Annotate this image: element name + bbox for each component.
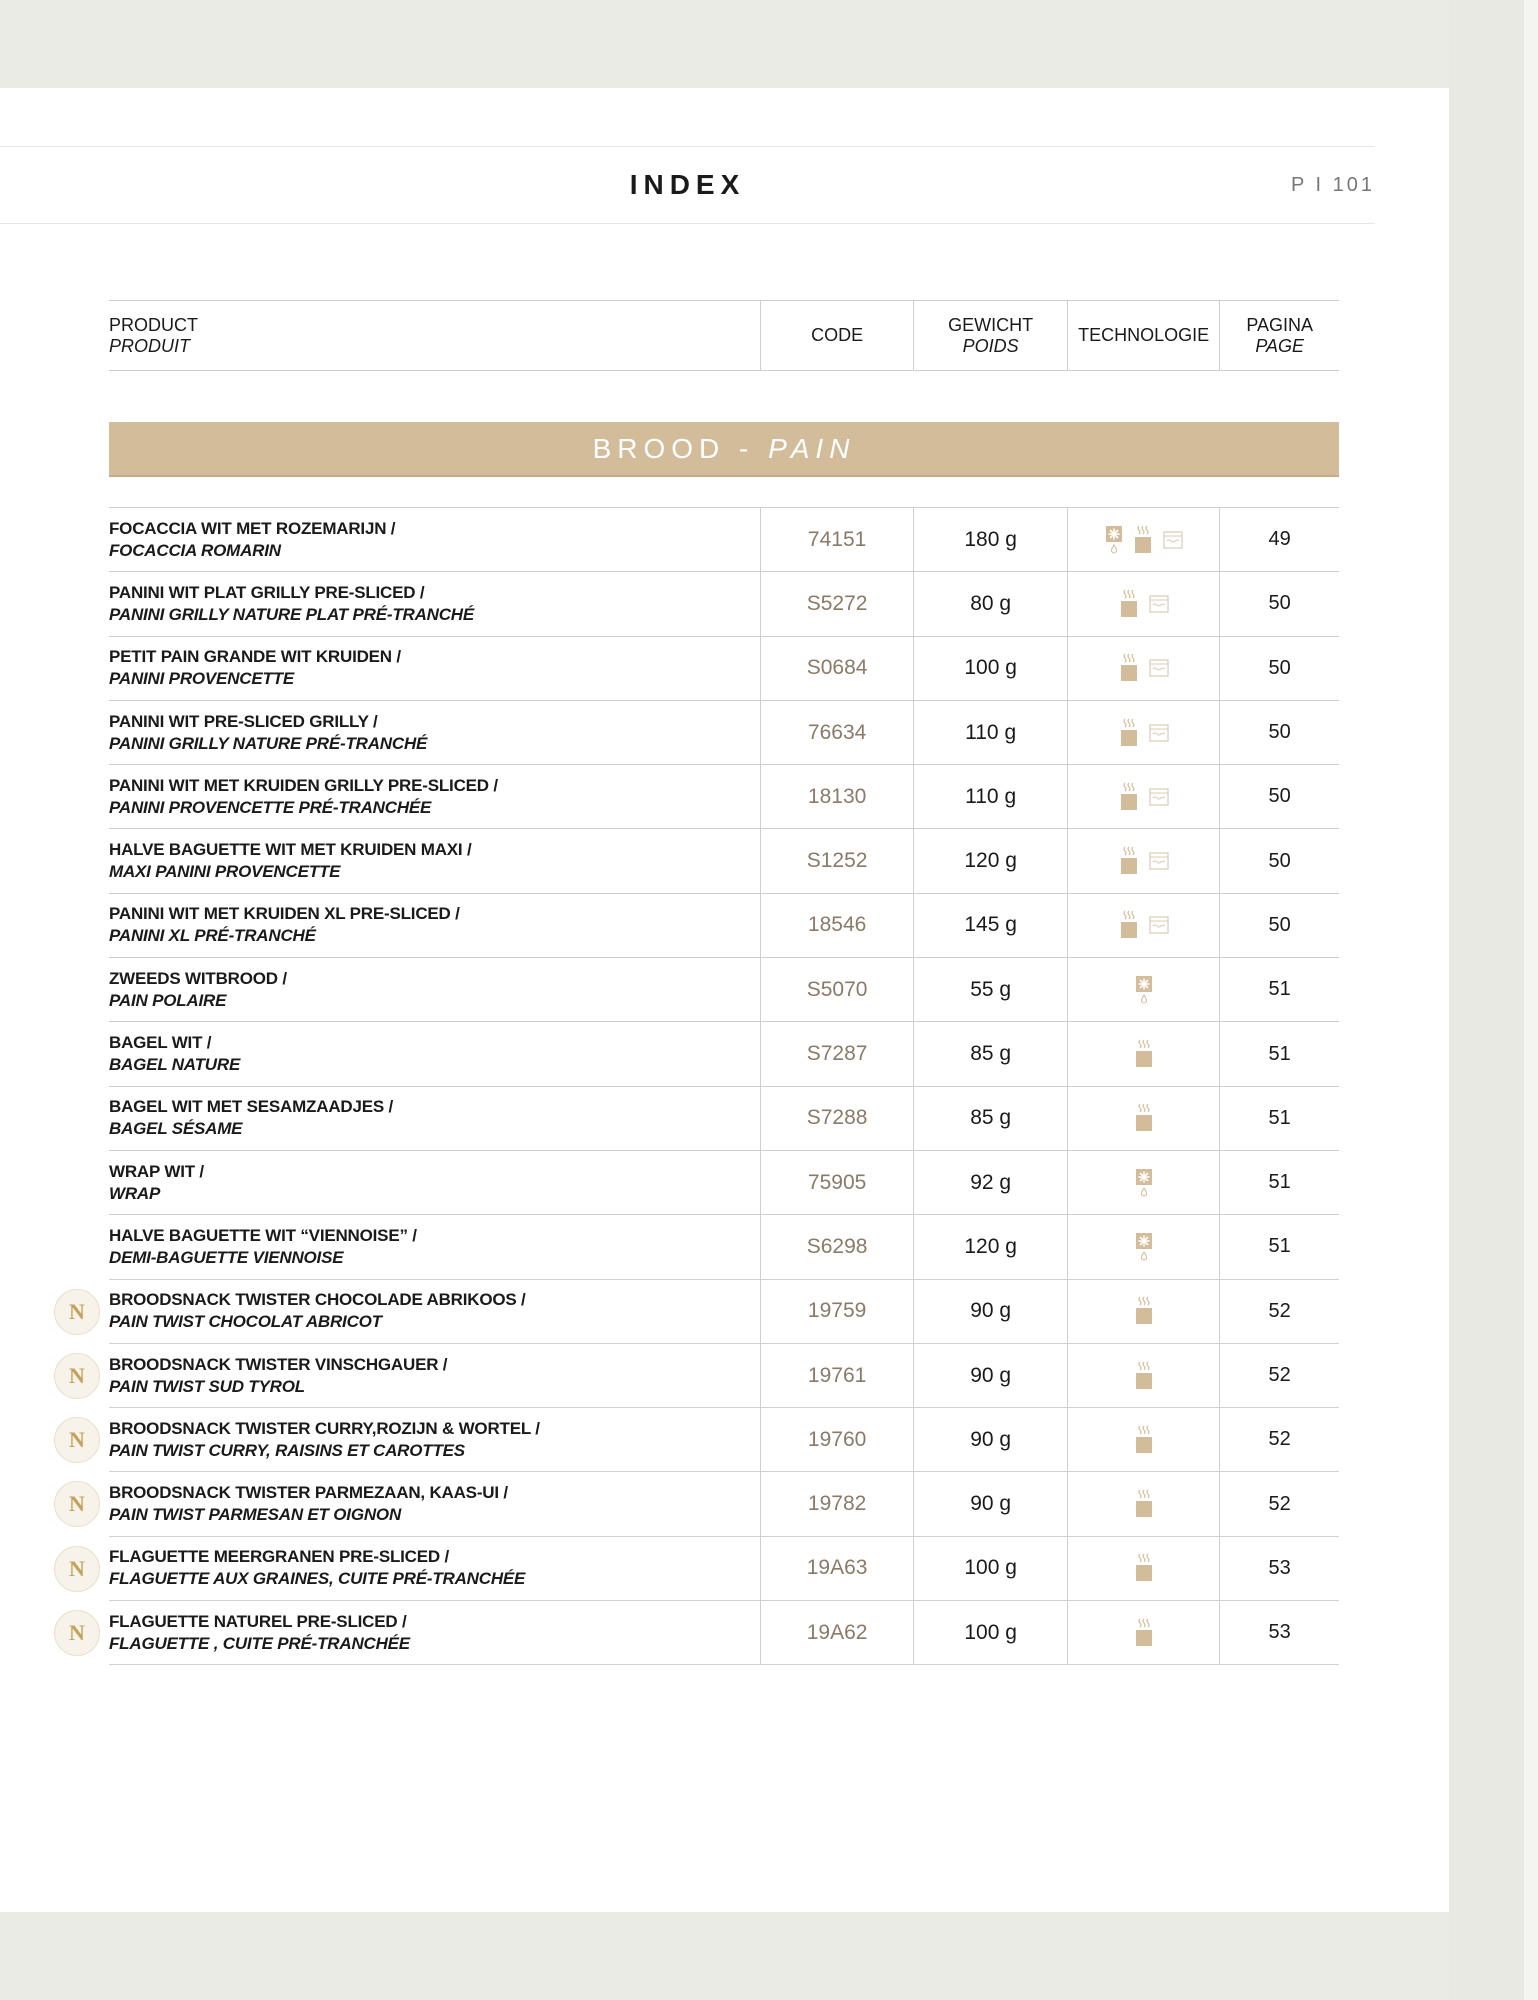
page-cell (1219, 1215, 1339, 1278)
oven-icon (1149, 851, 1169, 871)
product-table-body (69, 507, 1339, 1665)
product-code: S7288 (806, 1106, 868, 1130)
product-page: 52 (1268, 1492, 1291, 1515)
product-name-fr: DEMI-BAGUETTE VIENNOISE (109, 1247, 344, 1267)
new-badge-icon (54, 1546, 100, 1592)
product-name-fr: MAXI PANINI PROVENCETTE (109, 862, 341, 882)
page-cell (1219, 637, 1339, 700)
product-weight: 110 g (965, 784, 1017, 808)
product-name-nl: PANINI WIT MET KRUIDEN GRILLY PRE-SLICED / (109, 775, 498, 795)
page-cell (1219, 1472, 1339, 1535)
code-cell (760, 1215, 914, 1278)
product-page: 49 (1268, 528, 1291, 551)
product-name-nl: BROODSNACK TWISTER PARMEZAAN, KAAS-UI / (109, 1483, 508, 1503)
code-cell (760, 1537, 914, 1600)
table-row (69, 1472, 1339, 1536)
product-name-fr: BAGEL NATURE (109, 1055, 241, 1075)
weight-cell (913, 1151, 1067, 1214)
product-code: 19782 (807, 1492, 867, 1516)
product-weight: 110 g (965, 720, 1017, 744)
table-row (109, 1022, 1339, 1086)
code-cell (760, 1280, 914, 1343)
technology-cell (1067, 701, 1220, 764)
product-name-fr: PAIN TWIST CURRY, RAISINS ET CAROTTES (109, 1440, 465, 1460)
weight-cell (913, 508, 1067, 571)
page-gutter-edge (1524, 0, 1538, 2000)
code-cell (760, 958, 914, 1021)
product-name-fr: FOCACCIA ROMARIN (109, 540, 281, 560)
product-code: 19A62 (806, 1620, 868, 1644)
technology-cell (1067, 1344, 1220, 1407)
product-weight: 90 g (970, 1427, 1012, 1451)
product-name-nl: ZWEEDS WITBROOD / (109, 968, 287, 988)
product-name-cell (109, 1151, 760, 1214)
code-cell (760, 1408, 914, 1471)
new-badge-letter: N (69, 1491, 85, 1517)
column-header-product-fr: PRODUIT (109, 335, 190, 356)
product-name-nl: BROODSNACK TWISTER VINSCHGAUER / (109, 1354, 448, 1374)
technology-cell (1067, 829, 1220, 892)
table-row (109, 701, 1339, 765)
product-page: 51 (1268, 1171, 1291, 1194)
table-row (109, 572, 1339, 636)
product-name-fr: PAIN TWIST SUD TYROL (109, 1376, 305, 1396)
page-cell (1219, 829, 1339, 892)
product-page: 51 (1268, 1042, 1291, 1065)
product-weight: 90 g (970, 1492, 1012, 1516)
column-header-code (760, 301, 914, 370)
technology-cell (1067, 1537, 1220, 1600)
technology-cell (1067, 1601, 1220, 1664)
code-cell (760, 1022, 914, 1085)
product-name-cell (109, 829, 760, 892)
product-code: 18546 (807, 913, 867, 937)
technology-cell (1067, 1280, 1220, 1343)
product-name-cell (109, 637, 760, 700)
table-row (109, 1087, 1339, 1151)
page-cell (1219, 1087, 1339, 1150)
bake-icon (1119, 717, 1139, 749)
product-name-fr: PANINI XL PRÉ-TRANCHÉ (109, 926, 316, 946)
bake-icon (1134, 1424, 1154, 1456)
weight-cell (913, 1344, 1067, 1407)
code-cell (760, 1151, 914, 1214)
weight-cell (913, 1601, 1067, 1664)
product-name-cell (109, 1022, 760, 1085)
product-name-fr: WRAP (109, 1183, 161, 1203)
page-cell (1219, 1601, 1339, 1664)
column-header-technology (1067, 301, 1220, 370)
product-name-fr: PANINI GRILLY NATURE PRÉ-TRANCHÉ (109, 733, 428, 753)
code-cell (760, 765, 914, 828)
table-row (109, 637, 1339, 701)
product-code: 74151 (807, 527, 867, 551)
product-page: 52 (1268, 1428, 1291, 1451)
technology-cell (1067, 1151, 1220, 1214)
product-weight: 145 g (964, 913, 1017, 937)
table-row (69, 1408, 1339, 1472)
new-badge-icon (54, 1289, 100, 1335)
bake-icon (1119, 781, 1139, 813)
product-name-nl: HALVE BAGUETTE WIT “VIENNOISE” / (109, 1225, 417, 1245)
product-name-fr: PANINI GRILLY NATURE PLAT PRÉ-TRANCHÉ (109, 604, 475, 624)
page-cell (1219, 701, 1339, 764)
weight-cell (913, 765, 1067, 828)
oven-icon (1149, 787, 1169, 807)
weight-cell (913, 1472, 1067, 1535)
product-code: S7287 (806, 1042, 868, 1066)
section-heading-nl: BROOD - (592, 433, 769, 464)
product-code: 75905 (807, 1170, 867, 1194)
page-cell (1219, 572, 1339, 635)
product-name-cell (109, 1601, 760, 1664)
product-name-cell (109, 1344, 760, 1407)
frozen-icon (1135, 1232, 1153, 1262)
oven-icon (1149, 915, 1169, 935)
new-badge-letter: N (69, 1620, 85, 1646)
bake-icon (1119, 845, 1139, 877)
code-cell (760, 572, 914, 635)
product-code: 19759 (807, 1299, 867, 1323)
page-cell (1219, 958, 1339, 1021)
product-code: 18130 (807, 784, 867, 808)
page-cell (1219, 1408, 1339, 1471)
frozen-icon (1105, 525, 1123, 555)
technology-cell (1067, 1472, 1220, 1535)
product-name-nl: PETIT PAIN GRANDE WIT KRUIDEN / (109, 647, 401, 667)
technology-cell (1067, 1022, 1220, 1085)
code-cell (760, 508, 914, 571)
code-cell (760, 829, 914, 892)
table-row (69, 1280, 1339, 1344)
oven-icon (1149, 658, 1169, 678)
page-cell (1219, 1344, 1339, 1407)
bake-icon (1134, 1295, 1154, 1327)
weight-cell (913, 1280, 1067, 1343)
product-page: 53 (1268, 1621, 1291, 1644)
product-page: 50 (1268, 785, 1291, 808)
product-code: S6298 (806, 1234, 868, 1258)
bake-icon (1119, 909, 1139, 941)
product-page: 51 (1268, 1235, 1291, 1258)
page-cell (1219, 1151, 1339, 1214)
product-name-cell (109, 1280, 760, 1343)
column-header-weight-nl: GEWICHT (948, 314, 1034, 335)
product-name-nl: HALVE BAGUETTE WIT MET KRUIDEN MAXI / (109, 840, 472, 860)
product-page: 53 (1268, 1556, 1291, 1579)
product-code: S5070 (806, 977, 868, 1001)
product-code: 76634 (807, 720, 867, 744)
table-row (69, 1601, 1339, 1665)
column-header-page-fr: PAGE (1255, 335, 1305, 356)
table-row (109, 958, 1339, 1022)
weight-cell (913, 1215, 1067, 1278)
product-page: 50 (1268, 592, 1291, 615)
oven-icon (1163, 530, 1183, 550)
product-page: 52 (1268, 1299, 1291, 1322)
product-name-cell (109, 765, 760, 828)
product-code: S1252 (806, 849, 868, 873)
product-weight: 85 g (970, 1106, 1012, 1130)
section-heading-fr: PAIN (768, 433, 856, 464)
weight-cell (913, 1537, 1067, 1600)
code-cell (760, 1472, 914, 1535)
technology-cell (1067, 508, 1220, 571)
product-name-fr: FLAGUETTE AUX GRAINES, CUITE PRÉ-TRANCHÉE (109, 1569, 526, 1589)
table-row (109, 765, 1339, 829)
weight-cell (913, 894, 1067, 957)
product-weight: 55 g (970, 977, 1012, 1001)
product-page: 51 (1268, 978, 1291, 1001)
bake-icon (1119, 588, 1139, 620)
product-page: 51 (1268, 1106, 1291, 1129)
column-header-product (109, 301, 760, 370)
product-name-cell (109, 894, 760, 957)
technology-cell (1067, 1408, 1220, 1471)
table-row (109, 1151, 1339, 1215)
bake-icon (1133, 524, 1153, 556)
product-name-cell (109, 1472, 760, 1535)
weight-cell (913, 637, 1067, 700)
product-weight: 120 g (964, 1234, 1017, 1258)
product-name-cell (109, 1537, 760, 1600)
code-cell (760, 1601, 914, 1664)
page-header (0, 146, 1375, 224)
page-cell (1219, 765, 1339, 828)
code-cell (760, 701, 914, 764)
product-weight: 80 g (970, 591, 1012, 615)
product-weight: 180 g (964, 527, 1017, 551)
product-name-fr: PAIN TWIST PARMESAN ET OIGNON (109, 1505, 402, 1525)
product-weight: 100 g (964, 656, 1017, 680)
column-header-technology-label: TECHNOLOGIE (1078, 325, 1210, 345)
product-code: S5272 (806, 591, 868, 615)
oven-icon (1149, 723, 1169, 743)
product-name-nl: FLAGUETTE MEERGRANEN PRE-SLICED / (109, 1547, 450, 1567)
product-name-nl: PANINI WIT PLAT GRILLY PRE-SLICED / (109, 582, 425, 602)
code-cell (760, 894, 914, 957)
column-header-code-label: CODE (811, 325, 864, 345)
product-name-fr: PANINI PROVENCETTE (109, 669, 294, 689)
page-cell (1219, 508, 1339, 571)
bake-icon (1134, 1617, 1154, 1649)
oven-icon (1149, 594, 1169, 614)
product-page: 50 (1268, 721, 1291, 744)
product-name-cell (109, 1215, 760, 1278)
new-badge-icon (54, 1481, 100, 1527)
bake-icon (1134, 1102, 1154, 1134)
product-code: S0684 (806, 656, 868, 680)
product-weight: 100 g (964, 1556, 1017, 1580)
column-header-product-nl: PRODUCT (109, 314, 198, 335)
technology-cell (1067, 958, 1220, 1021)
new-badge-icon (54, 1417, 100, 1463)
product-code: 19761 (807, 1363, 867, 1387)
weight-cell (913, 958, 1067, 1021)
product-name-nl: BROODSNACK TWISTER CHOCOLADE ABRIKOOS / (109, 1290, 526, 1310)
code-cell (760, 1087, 914, 1150)
table-row (109, 829, 1339, 893)
table-header (109, 300, 1339, 371)
new-badge-letter: N (69, 1427, 85, 1453)
page-cell (1219, 894, 1339, 957)
new-badge-letter: N (69, 1555, 85, 1581)
code-cell (760, 1344, 914, 1407)
product-page: 50 (1268, 913, 1291, 936)
product-page: 50 (1268, 849, 1291, 872)
technology-cell (1067, 572, 1220, 635)
product-weight: 100 g (964, 1620, 1017, 1644)
page-sheet (0, 88, 1449, 1912)
column-header-weight-fr: POIDS (962, 335, 1019, 356)
product-name-nl: WRAP WIT / (109, 1161, 204, 1181)
product-name-cell (109, 1087, 760, 1150)
column-header-weight (913, 301, 1067, 370)
bake-icon (1134, 1488, 1154, 1520)
technology-cell (1067, 894, 1220, 957)
product-page: 52 (1268, 1364, 1291, 1386)
product-code: 19760 (807, 1427, 867, 1451)
product-name-nl: PANINI WIT PRE-SLICED GRILLY / (109, 711, 378, 731)
column-header-page (1219, 301, 1339, 370)
product-name-fr: PAIN TWIST CHOCOLAT ABRICOT (109, 1312, 382, 1332)
column-header-page-nl: PAGINA (1246, 314, 1314, 335)
product-name-cell (109, 508, 760, 571)
table-row (69, 1344, 1339, 1408)
page-cell (1219, 1022, 1339, 1085)
weight-cell (913, 1022, 1067, 1085)
frozen-icon (1135, 1168, 1153, 1198)
technology-cell (1067, 1215, 1220, 1278)
table-row (109, 508, 1339, 572)
product-code: 19A63 (806, 1556, 868, 1580)
weight-cell (913, 1408, 1067, 1471)
product-name-nl: BAGEL WIT MET SESAMZAADJES / (109, 1097, 394, 1117)
product-name-fr: PANINI PROVENCETTE PRÉ-TRANCHÉE (109, 797, 432, 817)
technology-cell (1067, 765, 1220, 828)
section-heading (109, 422, 1339, 477)
weight-cell (913, 701, 1067, 764)
product-name-cell (109, 1408, 760, 1471)
technology-cell (1067, 637, 1220, 700)
table-row (109, 894, 1339, 958)
product-name-fr: FLAGUETTE , CUITE PRÉ-TRANCHÉE (109, 1633, 410, 1653)
new-badge-letter: N (69, 1298, 85, 1324)
weight-cell (913, 829, 1067, 892)
bake-icon (1134, 1038, 1154, 1070)
code-cell (760, 637, 914, 700)
new-badge-letter: N (69, 1362, 85, 1388)
product-name-cell (109, 701, 760, 764)
product-name-nl: FOCACCIA WIT MET ROZEMARIJN / (109, 518, 396, 538)
page-cell (1219, 1280, 1339, 1343)
bake-icon (1134, 1552, 1154, 1584)
product-name-cell (109, 572, 760, 635)
technology-cell (1067, 1087, 1220, 1150)
product-name-nl: FLAGUETTE NATUREL PRE-SLICED / (109, 1611, 407, 1631)
product-name-fr: PAIN POLAIRE (109, 990, 227, 1010)
product-page: 50 (1268, 656, 1291, 679)
table-row (109, 1215, 1339, 1279)
bake-icon (1119, 652, 1139, 684)
product-name-fr: BAGEL SÉSAME (109, 1119, 243, 1139)
product-name-cell (109, 958, 760, 1021)
weight-cell (913, 1087, 1067, 1150)
page-number: P I 101 (1290, 174, 1375, 196)
page-cell (1219, 1537, 1339, 1600)
product-name-nl: BAGEL WIT / (109, 1033, 212, 1053)
product-name-nl: BROODSNACK TWISTER CURRY,ROZIJN & WORTEL / (109, 1418, 540, 1438)
frozen-icon (1135, 975, 1153, 1005)
new-badge-icon (54, 1353, 100, 1399)
new-badge-icon (54, 1610, 100, 1656)
product-weight: 92 g (970, 1170, 1012, 1194)
table-row (69, 1537, 1339, 1601)
weight-cell (913, 572, 1067, 635)
product-weight: 90 g (970, 1363, 1012, 1387)
product-weight: 90 g (970, 1299, 1012, 1323)
product-name-nl: PANINI WIT MET KRUIDEN XL PRE-SLICED / (109, 904, 460, 924)
product-weight: 120 g (964, 849, 1017, 873)
page-title: INDEX (629, 169, 746, 200)
bake-icon (1134, 1360, 1154, 1392)
product-weight: 85 g (970, 1042, 1012, 1066)
